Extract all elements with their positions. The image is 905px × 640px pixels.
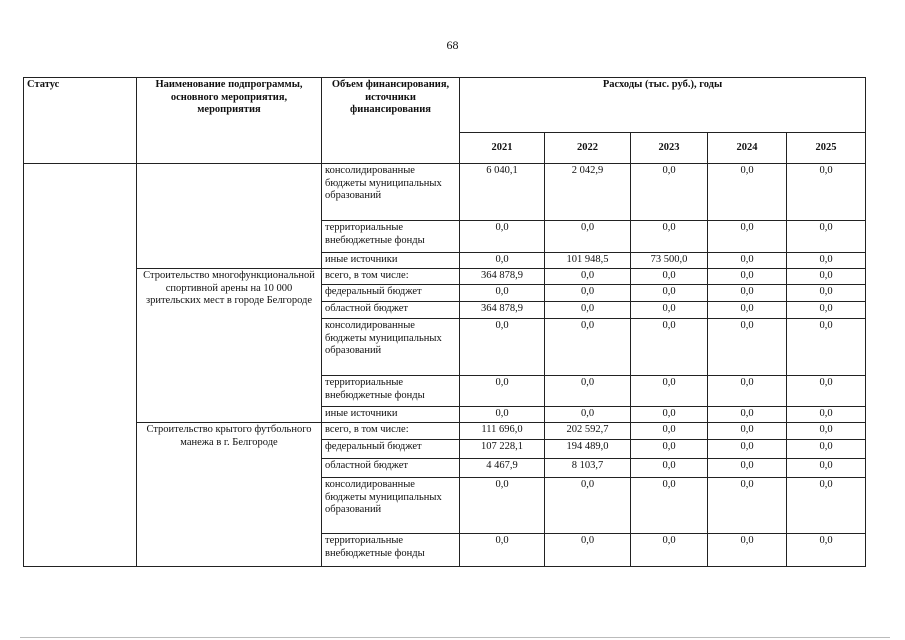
source-label: территориальные внебюджетные фонды — [322, 376, 460, 407]
value-cell: 0,0 — [460, 376, 545, 407]
value-cell: 0,0 — [787, 376, 866, 407]
value-cell: 0,0 — [708, 459, 787, 478]
source-label: консолидированные бюджеты муниципальных образований — [322, 478, 460, 534]
table-row — [24, 423, 866, 440]
source-label: федеральный бюджет — [322, 285, 460, 302]
source-label: областной бюджет — [322, 459, 460, 478]
source-label: федеральный бюджет — [322, 440, 460, 459]
value-cell: 0,0 — [460, 534, 545, 567]
value-cell: 8 103,7 — [545, 459, 631, 478]
source-label: всего, в том числе: — [322, 269, 460, 285]
value-cell: 0,0 — [631, 423, 708, 440]
source-label: иные источники — [322, 253, 460, 269]
value-cell: 0,0 — [787, 285, 866, 302]
header-name: Наименование подпрограммы, основного мероприятия, мероприятия — [137, 78, 322, 164]
value-cell: 0,0 — [708, 534, 787, 567]
value-cell: 0,0 — [787, 253, 866, 269]
value-cell: 0,0 — [708, 221, 787, 253]
header-year: 2024 — [708, 133, 787, 164]
value-cell: 0,0 — [460, 221, 545, 253]
value-cell: 0,0 — [787, 319, 866, 376]
header-row — [24, 78, 866, 133]
value-cell: 0,0 — [545, 269, 631, 285]
table-row — [24, 269, 866, 285]
value-cell: 0,0 — [460, 253, 545, 269]
value-cell: 0,0 — [631, 440, 708, 459]
value-cell: 0,0 — [631, 164, 708, 221]
value-cell: 0,0 — [787, 407, 866, 423]
header-year: 2023 — [631, 133, 708, 164]
header-year: 2022 — [545, 133, 631, 164]
status-cell — [24, 164, 137, 567]
value-cell: 73 500,0 — [631, 253, 708, 269]
value-cell: 202 592,7 — [545, 423, 631, 440]
table-row — [24, 164, 866, 221]
source-label: территориальные внебюджетные фонды — [322, 221, 460, 253]
value-cell: 0,0 — [708, 407, 787, 423]
value-cell: 0,0 — [708, 302, 787, 319]
value-cell: 0,0 — [631, 459, 708, 478]
value-cell: 0,0 — [545, 478, 631, 534]
value-cell: 0,0 — [545, 376, 631, 407]
value-cell: 6 040,1 — [460, 164, 545, 221]
activity-name: Строительство крытого футбольного манежа в г. Белгороде — [137, 423, 322, 567]
value-cell: 0,0 — [787, 440, 866, 459]
value-cell: 0,0 — [708, 478, 787, 534]
header-status: Статус — [24, 78, 137, 164]
value-cell: 0,0 — [631, 285, 708, 302]
source-label: консолидированные бюджеты муниципальных образований — [322, 164, 460, 221]
value-cell: 0,0 — [787, 459, 866, 478]
value-cell: 0,0 — [708, 319, 787, 376]
value-cell: 0,0 — [545, 221, 631, 253]
source-label: консолидированные бюджеты муниципальных образований — [322, 319, 460, 376]
activity-name: Строительство многофункциональной спортивной арены на 10 000 зрительских мест в городе Белгороде — [137, 269, 322, 423]
value-cell: 0,0 — [631, 269, 708, 285]
value-cell: 0,0 — [708, 376, 787, 407]
budget-table — [23, 77, 866, 567]
value-cell: 364 878,9 — [460, 269, 545, 285]
value-cell: 0,0 — [545, 407, 631, 423]
value-cell: 0,0 — [631, 407, 708, 423]
value-cell: 364 878,9 — [460, 302, 545, 319]
source-label: иные источники — [322, 407, 460, 423]
value-cell: 0,0 — [631, 302, 708, 319]
header-volume: Объем финансирования, источники финансирования — [322, 78, 460, 164]
value-cell: 0,0 — [460, 285, 545, 302]
header-year: 2021 — [460, 133, 545, 164]
value-cell: 0,0 — [631, 376, 708, 407]
value-cell: 0,0 — [460, 407, 545, 423]
value-cell: 0,0 — [631, 319, 708, 376]
page-number: 68 — [446, 38, 459, 52]
value-cell: 0,0 — [545, 534, 631, 567]
value-cell: 0,0 — [787, 221, 866, 253]
value-cell: 111 696,0 — [460, 423, 545, 440]
value-cell: 0,0 — [631, 478, 708, 534]
value-cell: 0,0 — [545, 319, 631, 376]
value-cell: 0,0 — [545, 302, 631, 319]
activity-name — [137, 164, 322, 269]
value-cell: 0,0 — [545, 285, 631, 302]
scan-edge-line — [20, 637, 890, 638]
source-label: всего, в том числе: — [322, 423, 460, 440]
value-cell: 0,0 — [460, 478, 545, 534]
value-cell: 0,0 — [708, 285, 787, 302]
header-expenses: Расходы (тыс. руб.), годы — [460, 78, 866, 133]
value-cell: 0,0 — [787, 164, 866, 221]
value-cell: 0,0 — [787, 302, 866, 319]
value-cell: 0,0 — [708, 253, 787, 269]
value-cell: 0,0 — [708, 440, 787, 459]
header-year: 2025 — [787, 133, 866, 164]
value-cell: 2 042,9 — [545, 164, 631, 221]
value-cell: 107 228,1 — [460, 440, 545, 459]
value-cell: 0,0 — [787, 478, 866, 534]
value-cell: 0,0 — [460, 319, 545, 376]
value-cell: 0,0 — [787, 534, 866, 567]
value-cell: 0,0 — [708, 423, 787, 440]
value-cell: 194 489,0 — [545, 440, 631, 459]
source-label: территориальные внебюджетные фонды — [322, 534, 460, 567]
value-cell: 101 948,5 — [545, 253, 631, 269]
value-cell: 4 467,9 — [460, 459, 545, 478]
value-cell: 0,0 — [631, 534, 708, 567]
value-cell: 0,0 — [708, 164, 787, 221]
value-cell: 0,0 — [787, 269, 866, 285]
source-label: областной бюджет — [322, 302, 460, 319]
value-cell: 0,0 — [708, 269, 787, 285]
value-cell: 0,0 — [787, 423, 866, 440]
value-cell: 0,0 — [631, 221, 708, 253]
